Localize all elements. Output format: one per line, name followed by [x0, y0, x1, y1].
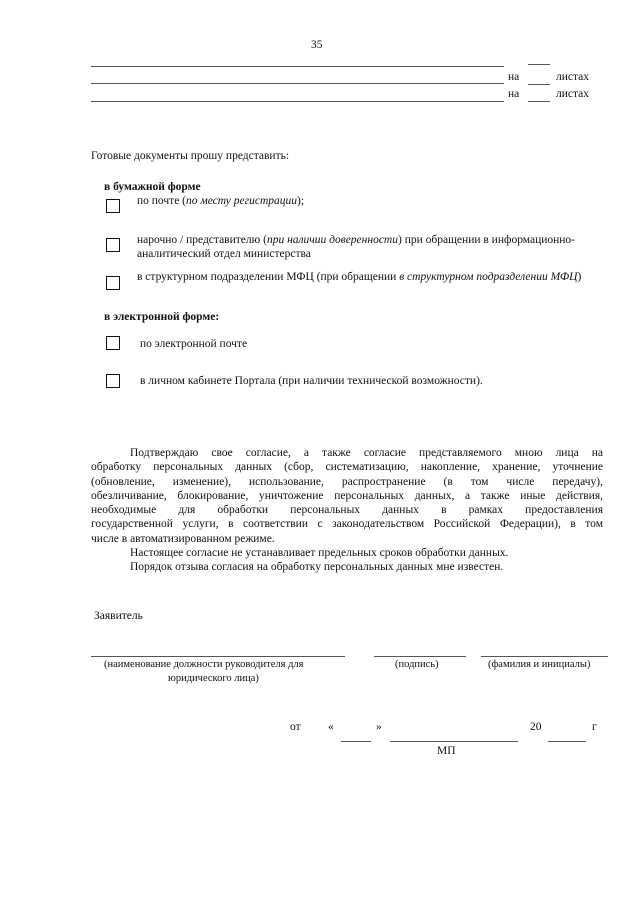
sheet-count-line — [528, 64, 550, 65]
date-from-label: от — [290, 721, 301, 733]
sheets-na-label: на — [508, 71, 520, 83]
option-mail: по почте (по месту регистрации); — [137, 195, 305, 207]
signature-line — [374, 656, 466, 657]
consent-line: обезличивание, блокирование, уничтожение персональных данных, а также иные действия, — [91, 489, 603, 502]
consent-line: (обновление, изменение), использование, распространение (в том числе передачу), — [91, 475, 603, 488]
consent-line: государственной услуги, в соответствии с законодательством Российской Федерации), в том — [91, 518, 603, 531]
sheet-count-line — [528, 84, 550, 85]
date-quote-close: » — [376, 721, 382, 733]
option-in-person: нарочно / представителю (при наличии доверенности) при обращении в информационно- — [137, 234, 576, 246]
option-email: по электронной почте — [140, 338, 248, 350]
stamp-label: МП — [437, 745, 456, 757]
position-line — [91, 656, 345, 657]
sheet-count-line — [528, 101, 550, 102]
year-prefix: 20 — [530, 721, 542, 733]
consent-line: необходимые для обработки персональных данных в рамках предоставления — [91, 504, 603, 517]
paper-form-heading: в бумажной форме — [104, 181, 201, 193]
blank-line — [91, 66, 504, 67]
position-caption: (наименование должности руководителя для — [104, 659, 304, 670]
day-line — [341, 741, 371, 742]
option-portal: в личном кабинете Портала (при наличии технической возможности). — [140, 375, 483, 387]
blank-line — [91, 101, 504, 102]
consent-line: числе в автоматизированном режиме. — [91, 532, 275, 545]
checkbox-mail[interactable] — [106, 199, 120, 213]
date-quote-open: « — [328, 721, 334, 733]
checkbox-email[interactable] — [106, 336, 120, 350]
sheets-word-label: листах — [556, 71, 590, 83]
sheets-word-label: листах — [556, 88, 590, 100]
fullname-line — [481, 656, 608, 657]
option-in-person-line2: аналитический отдел министерства — [137, 248, 311, 260]
page-number: 35 — [311, 39, 323, 51]
consent-no-limit: Настоящее согласие не устанавливает предельных сроков обработки данных. — [130, 547, 509, 560]
consent-revoke: Порядок отзыва согласия на обработку персональных данных мне известен. — [130, 561, 504, 574]
fullname-caption: (фамилия и инициалы) — [488, 659, 591, 670]
consent-line: Подтверждаю свое согласие, а также согласие представляемого мною лица на — [130, 447, 603, 459]
sheets-na-label: на — [508, 88, 520, 100]
checkbox-in-person[interactable] — [106, 238, 120, 252]
checkbox-portal[interactable] — [106, 374, 120, 388]
delivery-intro: Готовые документы прошу представить: — [91, 150, 290, 162]
blank-line — [91, 83, 504, 84]
applicant-label: Заявитель — [94, 610, 143, 622]
signature-caption: (подпись) — [395, 659, 439, 670]
consent-paragraph — [91, 446, 603, 575]
month-line — [390, 741, 518, 742]
electronic-form-heading: в электронной форме: — [104, 311, 220, 323]
year-suffix: г — [592, 721, 597, 733]
checkbox-mfc[interactable] — [106, 276, 120, 290]
option-mfc: в структурном подразделении МФЦ (при обращении в структурном подразделении МФЦ) — [137, 271, 582, 283]
year-line — [548, 741, 586, 742]
position-caption-2: юридического лица) — [168, 673, 259, 684]
consent-line: обработку персональных данных (сбор, систематизацию, накопление, хранение, уточнение — [91, 461, 603, 474]
